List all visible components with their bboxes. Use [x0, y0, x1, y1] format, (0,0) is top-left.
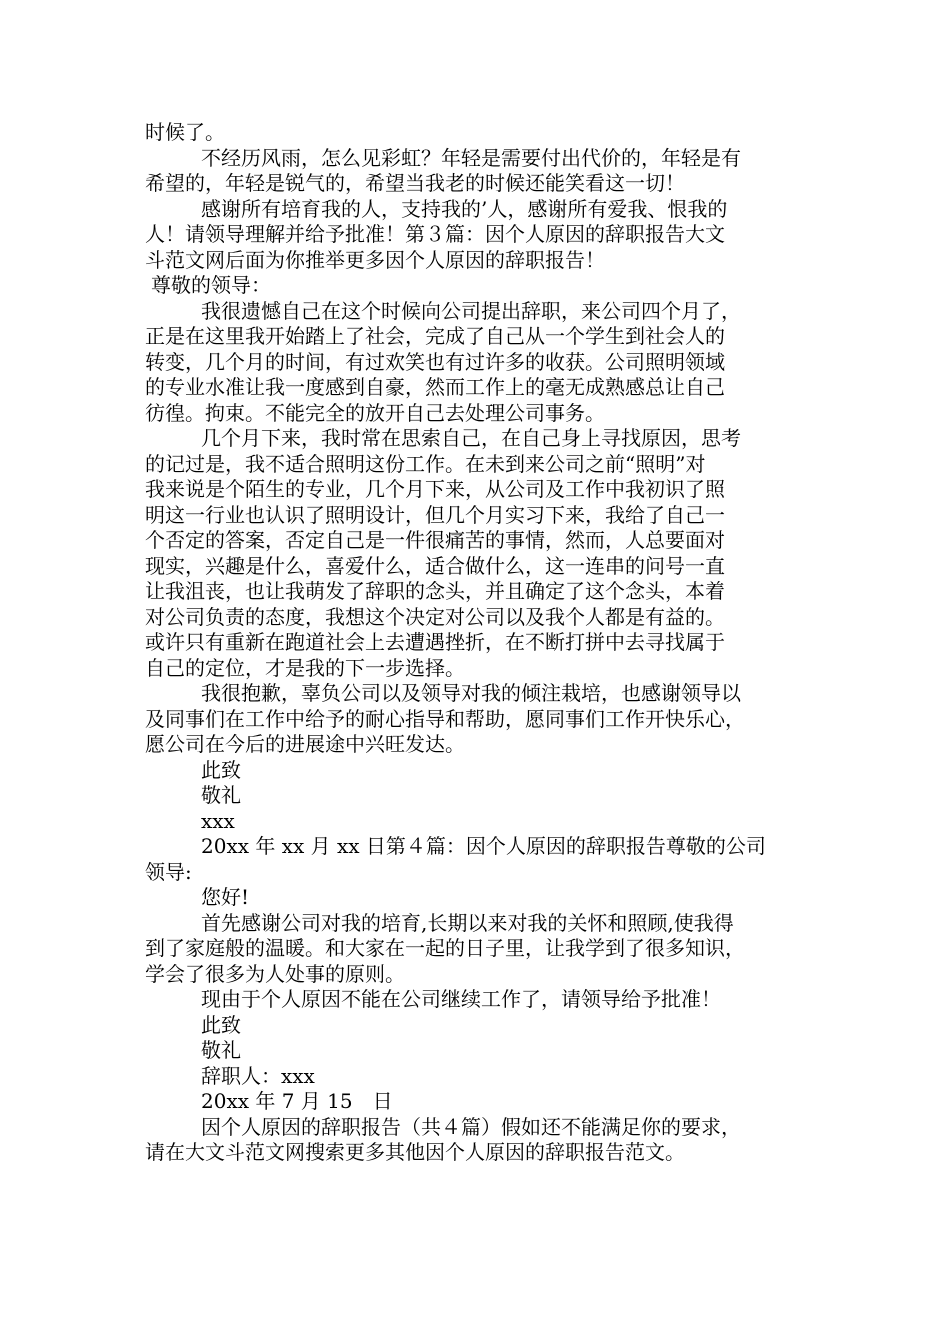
text-line: 个否定的答案，否定自己是一件很痛苦的事情，然而，人总要面对 [145, 528, 725, 552]
text-line: 学会了很多为人处事的原则。 [145, 961, 405, 986]
text-line: 20xx 年 xx 月 xx 日第４篇：因个人原因的辞职报告尊敬的公司 [201, 834, 766, 858]
text-line: 人！请领导理解并给予批准！第３篇：因个人原因的辞职报告大文 [145, 222, 725, 246]
text-line: 希望的，年轻是锐气的，希望当我老的时候还能笑看这一切！ [145, 171, 685, 195]
text-line: 的记过是，我不适合照明这份工作。在未到来公司之前“照明”对 [145, 451, 706, 476]
document-page [145, 120, 810, 1166]
text-line: 现实，兴趣是什么，喜爱什么，适合做什么，这一连串的问号一直 [145, 553, 725, 578]
text-line: 到了家庭般的温暖。和大家在一起的日子里，让我学到了很多知识， [145, 936, 745, 960]
text-line: 及同事们在工作中给予的耐心指导和帮助，愿同事们工作开快乐心， [145, 706, 745, 731]
text-line: 您好! [201, 885, 250, 909]
text-line: xxx [201, 808, 235, 833]
text-line: 敬礼 [201, 1038, 241, 1062]
text-line: 时候了。 [145, 120, 225, 144]
text-line: 或许只有重新在跑道社会上去遭遇挫折，在不断打拼中去寻找属于 [145, 630, 725, 654]
text-line: 因个人原因的辞职报告（共４篇）假如还不能满足你的要求， [201, 1114, 741, 1139]
text-line: 转变，几个月的时间，有过欢笑也有过许多的收获。公司照明领域 [145, 349, 725, 374]
text-line: 现由于个人原因不能在公司继续工作了，请领导给予批准！ [201, 987, 721, 1011]
text-line: 尊敬的领导： [151, 273, 271, 297]
text-line: 几个月下来，我时常在思索自己，在自己身上寻找原因，思考 [201, 426, 741, 450]
text-line: 让我沮丧，也让我萌发了辞职的念头，并且确定了这个念头，本着 [145, 579, 725, 603]
text-line: 愿公司在今后的进展途中兴旺发达。 [145, 732, 465, 756]
text-line: 我很遗憾自己在这个时候向公司提出辞职，来公司四个月了， [201, 298, 741, 323]
text-line: 敬礼 [201, 783, 241, 807]
text-line: 对公司负责的态度，我想这个决定对公司以及我个人都是有益的。 [145, 604, 725, 629]
text-line: 不经历风雨，怎么见彩虹？年轻是需要付出代价的，年轻是有 [201, 145, 741, 170]
text-line: 斗范文网后面为你推举更多因个人原因的辞职报告！ [145, 247, 605, 272]
text-line: 正是在这里我开始踏上了社会，完成了自己从一个学生到社会人的 [145, 324, 725, 348]
text-line: 我来说是个陌生的专业，几个月下来，从公司及工作中我初识了照 [145, 477, 725, 501]
text-line: 明这一行业也认识了照明设计，但几个月实习下来，我给了自己一 [145, 502, 725, 527]
text-line: 请在大文斗范文网搜索更多其他因个人原因的辞职报告范文。 [145, 1140, 685, 1164]
text-line: 辞职人：xxx [201, 1063, 315, 1088]
text-line: 感谢所有培育我的人，支持我的’人，感谢所有爱我、恨我的 [201, 196, 728, 221]
text-line: 领导: [145, 859, 192, 884]
text-line: 首先感谢公司对我的培育,长期以来对我的关怀和照顾,使我得 [201, 910, 734, 935]
text-line: 此致 [201, 757, 241, 782]
text-line: 20xx 年 7 月 15 日 [201, 1089, 393, 1113]
text-line: 我很抱歉，辜负公司以及领导对我的倾注栽培，也感谢领导以 [201, 681, 741, 705]
text-line: 自己的定位，才是我的下一步选择。 [145, 655, 465, 680]
text-line: 的专业水准让我一度感到自豪，然而工作上的毫无成熟感总让自己 [145, 375, 725, 399]
text-line: 此致 [201, 1012, 241, 1037]
text-line: 彷徨。拘束。不能完全的放开自己去处理公司事务。 [145, 400, 605, 425]
